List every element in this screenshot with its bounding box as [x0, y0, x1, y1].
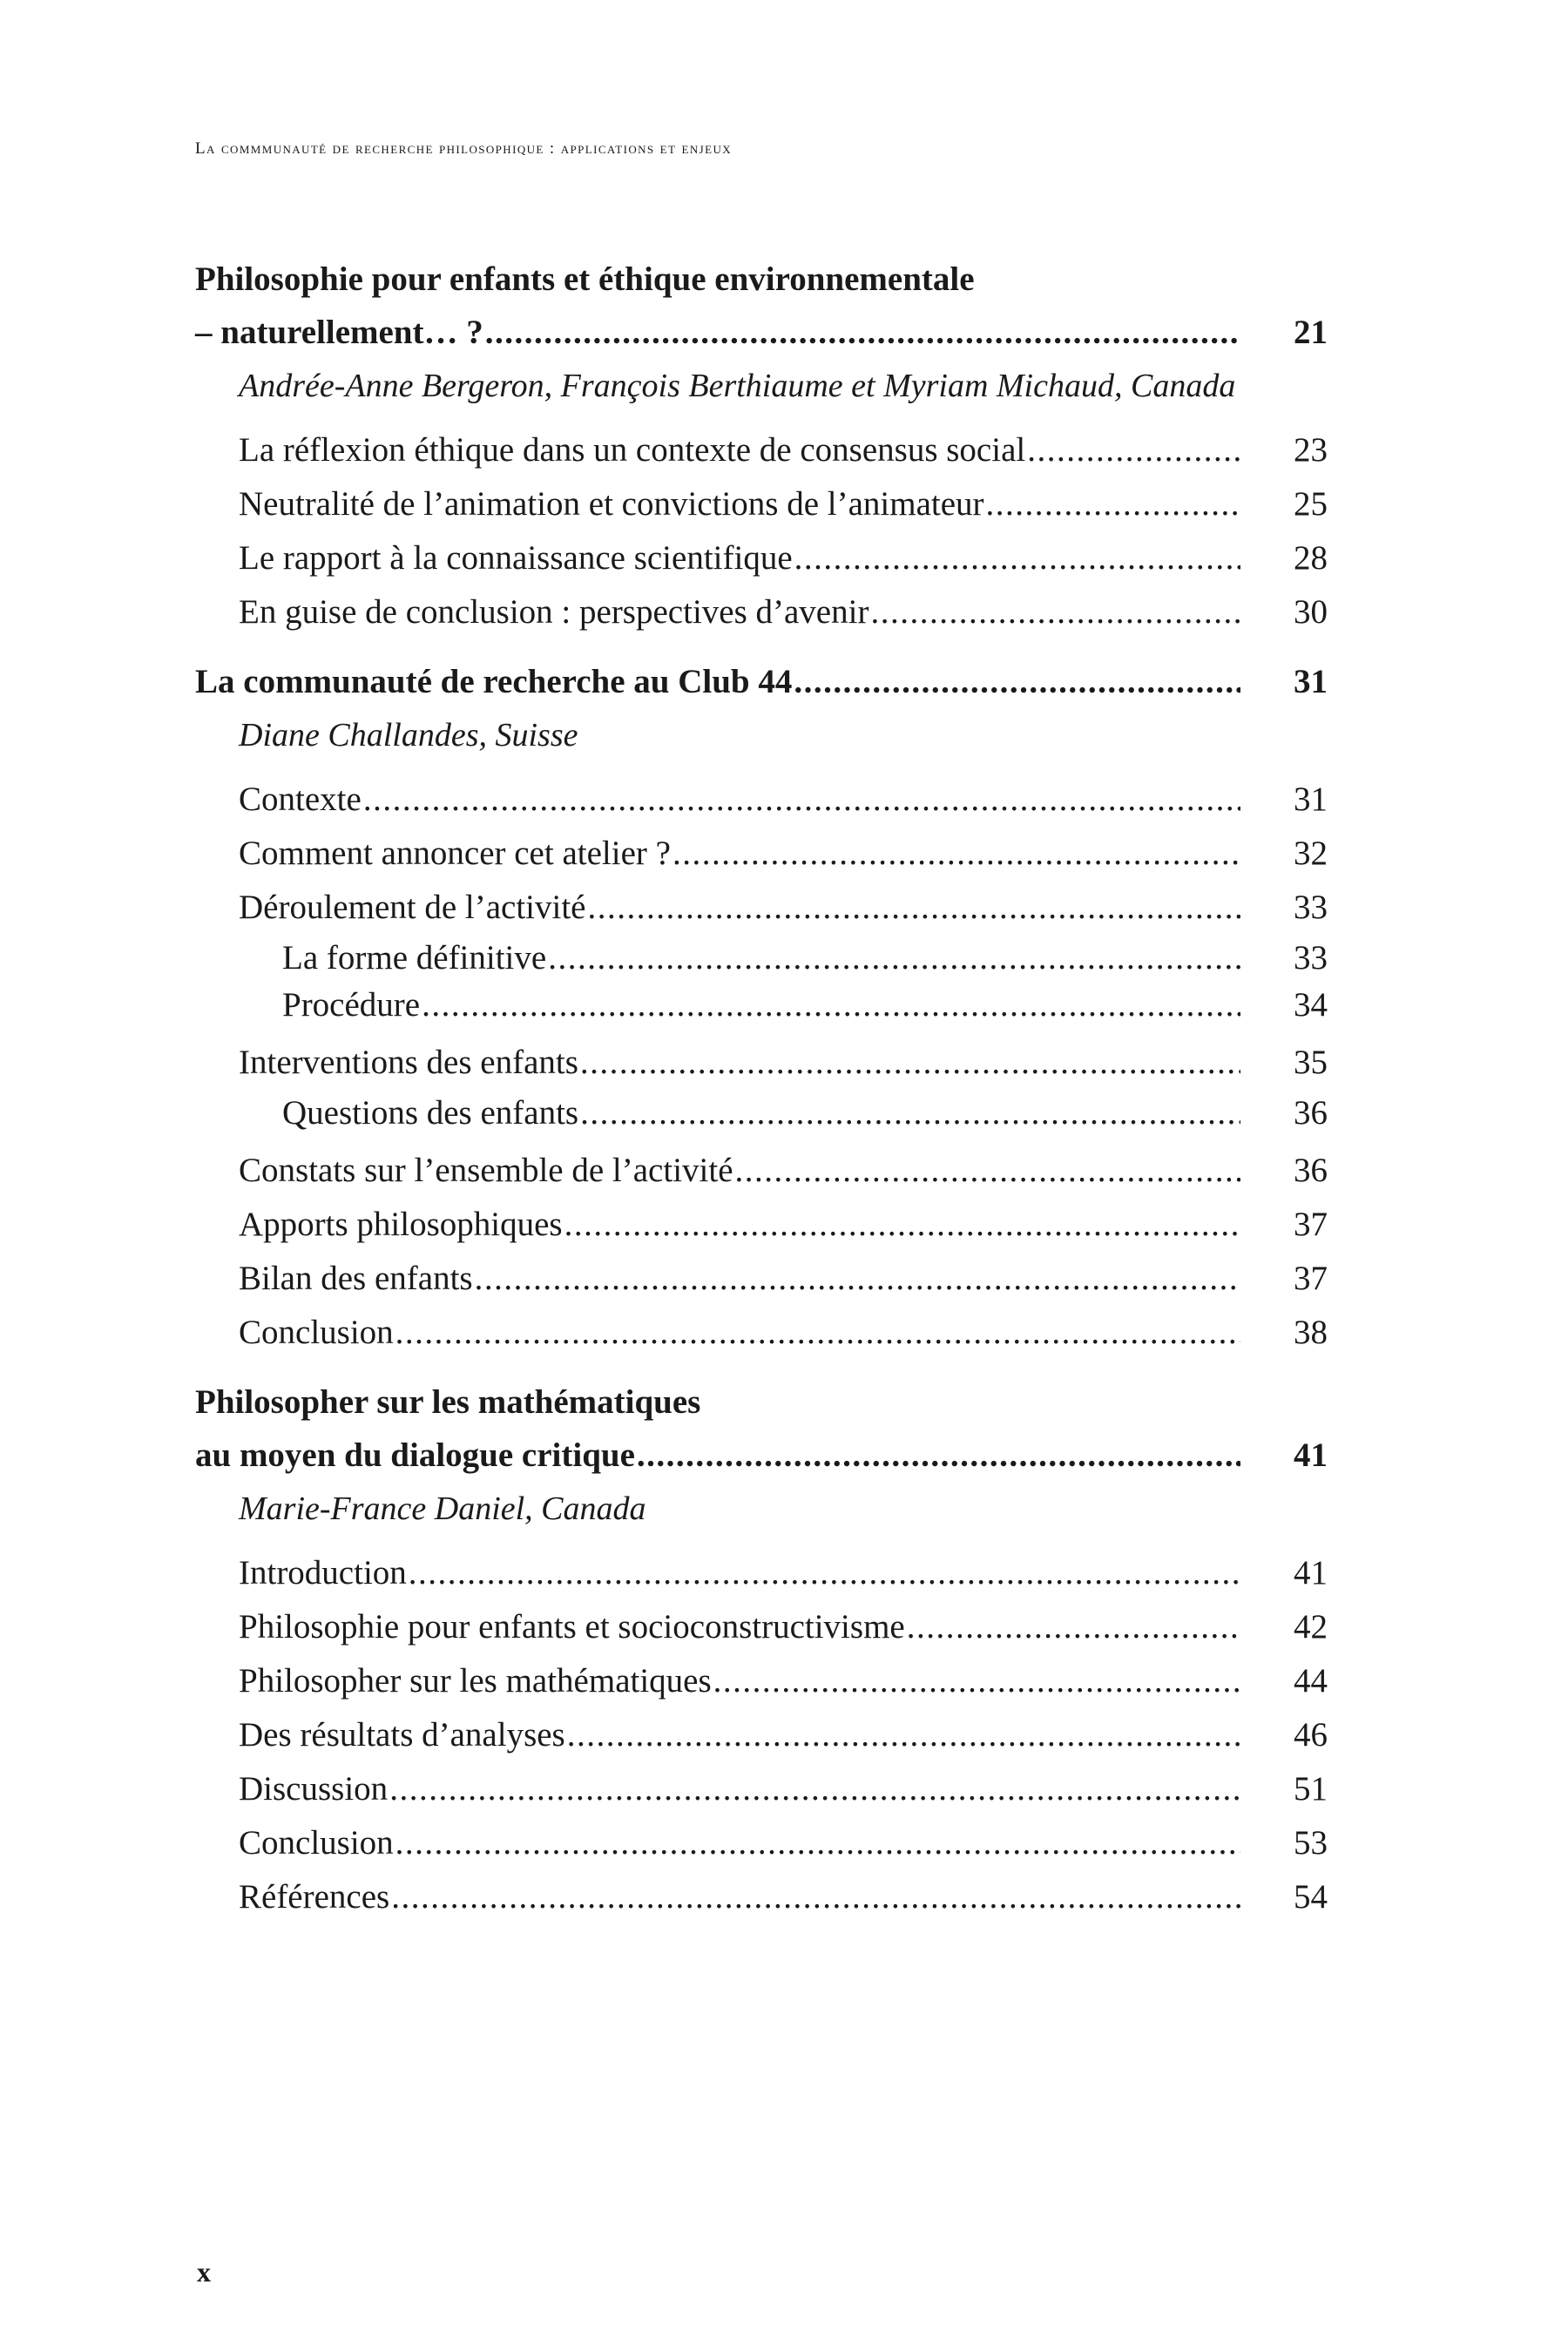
dot-leader — [580, 1090, 1240, 1137]
entry-label: Bilan des enfants — [239, 1260, 473, 1297]
toc-entry[interactable] — [239, 477, 1328, 531]
dot-leader — [409, 1546, 1240, 1600]
page-number: 25 — [1294, 485, 1328, 523]
section-title-line: Philosopher sur les mathématiques — [195, 1383, 701, 1421]
dot-leader — [422, 982, 1240, 1029]
entry-label: Le rapport à la connaissance scientifique — [239, 539, 793, 577]
toc-entry[interactable] — [239, 585, 1328, 639]
entry-label: Comment annoncer cet atelier ? — [239, 835, 671, 872]
entry-label: Interventions des enfants — [239, 1044, 578, 1081]
entry-label: Contexte — [239, 781, 362, 818]
toc-section-2 — [195, 655, 1328, 1360]
dot-leader — [735, 1144, 1240, 1198]
dot-leader — [713, 1654, 1240, 1708]
page-number: 33 — [1294, 939, 1328, 977]
dot-leader — [395, 1306, 1240, 1360]
page-number: 32 — [1294, 835, 1328, 872]
entry-label: Introduction — [239, 1554, 407, 1592]
section-author: Marie-France Daniel, Canada — [239, 1490, 646, 1527]
section-author: Diane Challandes, Suisse — [239, 717, 578, 754]
dot-leader — [395, 1816, 1240, 1870]
dot-leader — [475, 1252, 1240, 1306]
entry-label: Neutralité de l’animation et convictions de l’animateur — [239, 485, 984, 523]
entry-label: Philosophie pour enfants et socioconstructivisme — [239, 1608, 905, 1646]
page-number: 46 — [1294, 1716, 1328, 1754]
toc-entry[interactable] — [239, 1144, 1328, 1198]
toc-entry[interactable] — [239, 1306, 1328, 1360]
page-number: 35 — [1294, 1044, 1328, 1081]
dot-leader — [637, 1429, 1240, 1482]
toc-entry[interactable] — [239, 1654, 1328, 1708]
page-number: 31 — [1294, 663, 1328, 700]
dot-leader — [389, 1762, 1240, 1816]
toc-entry[interactable] — [239, 1198, 1328, 1252]
page-number: 31 — [1294, 781, 1328, 818]
dot-leader — [567, 1708, 1240, 1762]
toc-subentry[interactable] — [282, 935, 1328, 982]
entry-label: Philosopher sur les mathématiques — [239, 1662, 712, 1700]
entry-label: Déroulement de l’activité — [239, 889, 586, 926]
entry-label: La réflexion éthique dans un contexte de consensus social — [239, 431, 1026, 469]
page-number: 37 — [1294, 1260, 1328, 1297]
page-number: 36 — [1294, 1094, 1328, 1132]
entry-label: Apports philosophiques — [239, 1206, 563, 1243]
section-title-entry[interactable] — [195, 1429, 1328, 1482]
section-title-entry[interactable] — [195, 306, 1328, 359]
toc-subentry[interactable] — [282, 1090, 1328, 1137]
dot-leader — [580, 1036, 1240, 1090]
entry-label: Conclusion — [239, 1824, 394, 1862]
section-gap — [195, 639, 1328, 655]
toc-entry[interactable] — [239, 773, 1328, 827]
toc-entry[interactable] — [239, 531, 1328, 585]
page-number: 21 — [1294, 314, 1328, 351]
entry-label: Constats sur l’ensemble de l’activité — [239, 1152, 733, 1189]
toc-entry[interactable] — [239, 1546, 1328, 1600]
dot-leader — [1027, 423, 1240, 477]
toc-entry[interactable] — [239, 423, 1328, 477]
page-number: 28 — [1294, 539, 1328, 577]
entry-label: Conclusion — [239, 1314, 394, 1351]
toc-entry[interactable] — [239, 827, 1328, 881]
section-title: au moyen du dialogue critique — [195, 1436, 635, 1474]
entry-label: Questions des enfants — [282, 1094, 579, 1132]
dot-leader — [672, 827, 1240, 881]
toc-section-3 — [195, 1375, 1328, 1924]
page-number: 41 — [1294, 1436, 1328, 1474]
section-title: – naturellement… ? — [195, 314, 483, 351]
page-number: 54 — [1294, 1878, 1328, 1916]
section-title-line: Philosophie pour enfants et éthique environnementale — [195, 260, 975, 298]
toc-subentry[interactable] — [282, 982, 1328, 1029]
toc-entry[interactable] — [239, 1600, 1328, 1654]
page-number: 51 — [1294, 1770, 1328, 1808]
page-number: 34 — [1294, 986, 1328, 1024]
entry-label: En guise de conclusion : perspectives d’avenir — [239, 593, 869, 631]
entry-label: Références — [239, 1878, 390, 1916]
entry-label: La forme définitive — [282, 939, 547, 977]
dot-leader — [363, 773, 1240, 827]
page-folio: x — [197, 2256, 211, 2288]
dot-leader — [548, 935, 1240, 982]
page-number: 41 — [1294, 1554, 1328, 1592]
table-of-contents — [195, 253, 1328, 1924]
dot-leader — [485, 306, 1240, 359]
page-number: 23 — [1294, 431, 1328, 469]
dot-leader — [794, 531, 1240, 585]
toc-entry[interactable] — [239, 1708, 1328, 1762]
dot-leader — [907, 1600, 1240, 1654]
running-head: La commmunauté de recherche philosophique : applications et enjeux — [195, 139, 733, 158]
spacer — [195, 1029, 1328, 1036]
dot-leader — [564, 1198, 1240, 1252]
page-number: 53 — [1294, 1824, 1328, 1862]
toc-entry[interactable] — [239, 1870, 1328, 1924]
entry-label: Discussion — [239, 1770, 389, 1808]
toc-entry[interactable] — [239, 1762, 1328, 1816]
section-gap — [195, 1360, 1328, 1375]
page-number: 36 — [1294, 1152, 1328, 1189]
dot-leader — [588, 881, 1241, 935]
entry-label: Des résultats d’analyses — [239, 1716, 565, 1754]
section-title: La communauté de recherche au Club 44 — [195, 663, 793, 700]
page-number: 37 — [1294, 1206, 1328, 1243]
dot-leader — [794, 655, 1240, 708]
section-title-entry[interactable] — [195, 655, 1328, 708]
toc-entry[interactable] — [239, 1816, 1328, 1870]
entry-label: Procédure — [282, 986, 421, 1024]
dot-leader — [870, 585, 1240, 639]
toc-section-1 — [195, 253, 1328, 639]
page-number: 33 — [1294, 889, 1328, 926]
dot-leader — [986, 477, 1240, 531]
page-number: 42 — [1294, 1608, 1328, 1646]
toc-entry[interactable] — [239, 1252, 1328, 1306]
dot-leader — [391, 1870, 1240, 1924]
page-number: 44 — [1294, 1662, 1328, 1700]
toc-entry[interactable] — [239, 1036, 1328, 1090]
spacer — [195, 1137, 1328, 1144]
page-number: 30 — [1294, 593, 1328, 631]
section-author: Andrée-Anne Bergeron, François Berthiaume et Myriam Michaud, Canada — [239, 368, 1236, 404]
page-number: 38 — [1294, 1314, 1328, 1351]
toc-entry[interactable] — [239, 881, 1328, 935]
